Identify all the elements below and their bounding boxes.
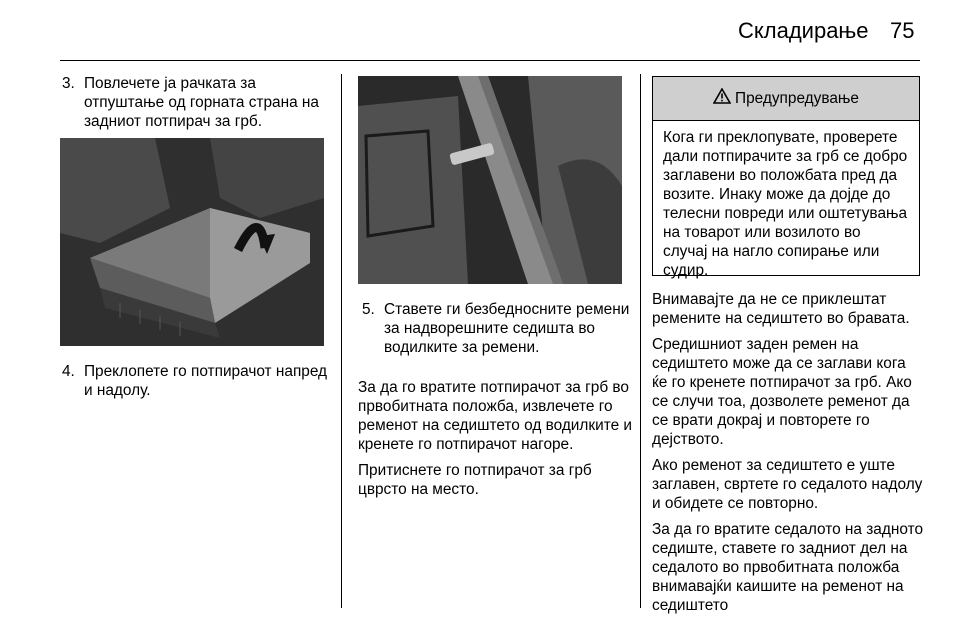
- step-5-number: 5.: [362, 301, 375, 318]
- step-3-text: Повлечете ја рачката за отпуштање од горната страна на задниот потпирач за грб.: [84, 75, 319, 130]
- step-5: [362, 300, 632, 357]
- step-5-text: Ставете ги безбедносните ремени за надворешните седишта во водилките за ремени.: [384, 301, 630, 356]
- step-3: [62, 74, 332, 131]
- header-rule: [60, 60, 920, 61]
- step-3-number: 3.: [62, 75, 75, 92]
- col3-paragraph: Ако ременот за седиштето е уште заглавен, свртете го седалото надолу и обидете се повторно.: [652, 457, 923, 512]
- warning-box: [652, 76, 920, 279]
- col2-paragraph: За да го вратите потпирачот за грб во првобитната положба, извлечете го ременот на седиштето од водилките и кренете го потпирачот нагоре.: [358, 379, 633, 453]
- seat-fold-illustration: [60, 138, 324, 346]
- warning-triangle-icon: [713, 88, 731, 109]
- page-number: 75: [890, 18, 915, 43]
- col3-paragraph: Средишниот заден ремен на седиштето може да се заглави кога ќе го кренете потпирачот за грб. Ако се случи тоа, дозволете ременот да се врати докрај и повторете го дејството.: [652, 336, 912, 448]
- step-4: [62, 362, 332, 400]
- step-4-text: Преклопете го потпирачот напред и надолу.: [84, 363, 328, 399]
- col3-paragraph: Внимавајте да не се приклештат ремените на седиштето во бравата.: [652, 291, 910, 327]
- warning-header: [653, 77, 919, 121]
- col2-paragraphs: [358, 378, 634, 506]
- column-divider-1: [341, 74, 342, 608]
- warning-title: Предупредување: [735, 89, 859, 107]
- seatbelt-guide-illustration: [358, 76, 622, 284]
- column-divider-2: [640, 74, 641, 608]
- col3-paragraphs: [652, 290, 924, 622]
- step-4-number: 4.: [62, 363, 75, 380]
- page-title: Складирање: [738, 18, 869, 43]
- col3-paragraph: За да го вратите седалото на задното седиште, ставете го задниот дел на седалото во првобитната положба внимавајќи каишите на ременот на седиштето: [652, 521, 924, 614]
- warning-text: Кога ги преклопувате, проверете дали потпирачите за грб се добро заглавени во положбата пред да возите. Инаку може да дојде до телесни повреди или оштетувања на товарот или возилото во случај на нагло сопирање или судир.: [663, 129, 908, 279]
- col2-paragraph: Притиснете го потпирачот за грб цврсто на место.: [358, 462, 592, 498]
